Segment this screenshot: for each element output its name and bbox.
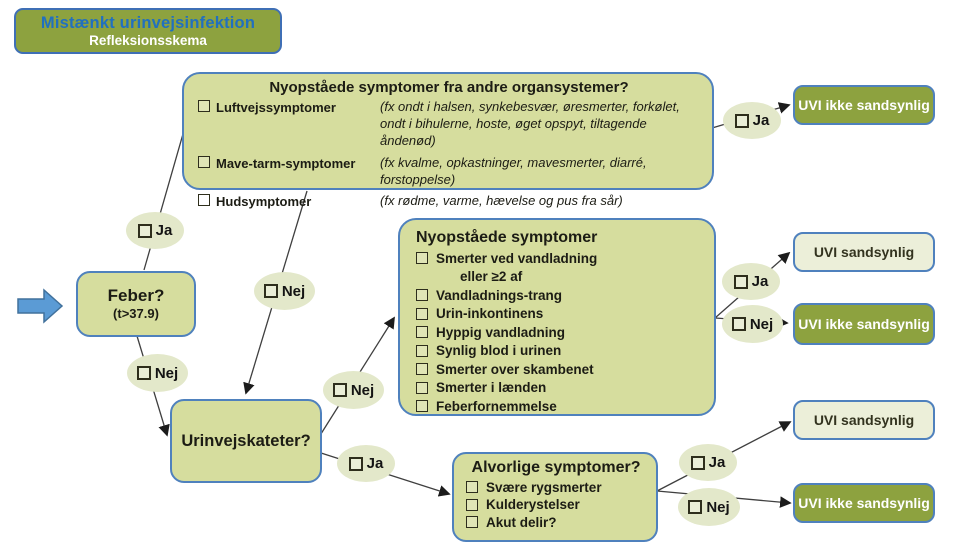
item-label: Vandladnings-trang [436, 287, 563, 303]
checkbox-organ-ja[interactable] [735, 114, 749, 128]
checkbox-synlig-blod-i-urinen[interactable] [416, 345, 428, 357]
list-item [466, 515, 646, 530]
list-item [416, 380, 700, 395]
decision-label: Ja [752, 112, 770, 129]
outcome-uvi-sandsynlig-2 [793, 400, 935, 440]
decision-urinsympt-ja [722, 263, 780, 300]
item-label: Synlig blod i urinen [436, 343, 562, 358]
item-label: Kulderystelser [486, 497, 580, 512]
list-item [416, 251, 700, 266]
checkbox-mave-tarm-symptomer[interactable] [198, 156, 210, 168]
item-label: Hudsymptomer [216, 194, 312, 210]
decision-label: Ja [366, 455, 384, 472]
node-title: Feber? [107, 286, 165, 305]
checkbox-smerter-i-laenden[interactable] [416, 382, 428, 394]
checkbox-urinsympt-nej[interactable] [732, 317, 746, 331]
item-description: (fx rødme, varme, hævelse og pus fra sår) [380, 193, 623, 209]
list-item [416, 288, 700, 303]
node-urinvejskateter [170, 399, 322, 483]
decision-label: Nej [749, 315, 774, 333]
outcome-uvi-ikke-sandsynlig-1 [793, 85, 935, 125]
decision-label: Ja [155, 222, 173, 239]
title-box [14, 8, 282, 54]
checkbox-kateter-ja[interactable] [349, 457, 363, 471]
checkbox-feber-nej[interactable] [137, 366, 151, 380]
checkbox-smerter-ved-vandladning[interactable] [416, 252, 428, 264]
decision-kateter-ja [337, 445, 395, 482]
decision-label: Nej [706, 498, 730, 516]
checkbox-organ-nej[interactable] [264, 284, 278, 298]
decision-organ-nej [254, 272, 315, 310]
outcome-uvi-sandsynlig-1 [793, 232, 935, 272]
item-label: Hyppig vandladning [436, 324, 566, 340]
list-item [416, 343, 700, 358]
node-feber [76, 271, 196, 337]
checkbox-kateter-nej[interactable] [333, 383, 347, 397]
node-alvorlige-symptomer [452, 452, 658, 542]
decision-kateter-nej [323, 371, 384, 409]
checkbox-alvorlige-ja[interactable] [691, 456, 705, 470]
checkbox-urin-inkontinens[interactable] [416, 308, 428, 320]
node-title: Urinvejskateter? [181, 431, 311, 450]
decision-label: Ja [708, 454, 726, 471]
outcome-uvi-ikke-sandsynlig-2 [793, 303, 935, 345]
decision-alvorlige-ja [679, 444, 737, 481]
decision-organ-ja [723, 102, 781, 139]
node-title: Alvorlige symptomer? [471, 459, 641, 476]
decision-label: Nej [154, 364, 179, 382]
checkbox-vandladnings-trang[interactable] [416, 289, 428, 301]
checkbox-feber-ja[interactable] [138, 224, 152, 238]
decision-urinsympt-nej [722, 305, 783, 343]
entry-arrow-icon [18, 290, 62, 322]
list-item [416, 306, 700, 321]
item-label: Mave-tarm-symptomer [216, 155, 356, 171]
node-organ-symptomer [182, 72, 714, 210]
decision-feber-nej [127, 354, 188, 392]
checkbox-akut-delir[interactable] [466, 516, 478, 528]
checkbox-urinsympt-ja[interactable] [734, 275, 748, 289]
node-title: Nyopståede symptomer fra andre organsystemer? [269, 79, 629, 96]
decision-label: Nej [350, 381, 375, 399]
item-label: Smerter i lænden [436, 380, 547, 395]
item-description: (fx ondt i halsen, synkebesvær, øresmerter, forkølet, ondt i bihulerne, hoste, øget opspyt, tiltagende åndenød) [380, 99, 680, 148]
item-label: Luftvejssymptomer [216, 100, 336, 115]
list-item [198, 193, 374, 210]
item-description: (fx kvalme, opkastninger, mavesmerter, diarré, forstoppelse) [380, 154, 647, 187]
outcome-label: UVI sandsynlig [813, 244, 915, 260]
checkbox-hyppig-vandladning[interactable] [416, 326, 428, 338]
divider-label: eller ≥2 af [460, 269, 523, 284]
list-item [416, 362, 700, 377]
checkbox-luftvejssymptomer[interactable] [198, 100, 210, 112]
node-urin-symptomer [398, 218, 716, 416]
checkbox-alvorlige-nej[interactable] [688, 500, 702, 514]
page-title: Mistænkt urinvejsinfektion [40, 13, 256, 32]
decision-alvorlige-nej [678, 488, 740, 526]
item-label: Akut delir? [486, 514, 557, 530]
outcome-label: UVI ikke sandsynlig [798, 495, 930, 511]
decision-feber-ja [126, 212, 184, 249]
checkbox-kulderystelser[interactable] [466, 499, 478, 511]
list-item [198, 155, 374, 189]
outcome-label: UVI ikke sandsynlig [798, 316, 930, 332]
item-label: Smerter over skambenet [436, 361, 594, 377]
item-label: Urin-inkontinens [436, 306, 544, 321]
checkbox-hudsymptomer[interactable] [198, 194, 210, 206]
checkbox-svaere-rygsmerter[interactable] [466, 481, 478, 493]
list-item [416, 325, 700, 340]
decision-label: Ja [751, 273, 769, 290]
item-label: Svære rygsmerter [486, 479, 602, 495]
checkbox-feberfornemmelse[interactable] [416, 400, 428, 412]
outcome-label: UVI sandsynlig [813, 412, 915, 428]
item-label: Feberfornemmelse [436, 398, 557, 414]
outcome-uvi-ikke-sandsynlig-3 [793, 483, 935, 523]
checkbox-smerter-over-skambenet[interactable] [416, 363, 428, 375]
page-subtitle: Refleksionsskema [89, 32, 207, 48]
outcome-label: UVI ikke sandsynlig [798, 97, 930, 113]
list-item [466, 480, 646, 495]
decision-label: Nej [281, 282, 306, 300]
list-item [198, 99, 374, 150]
list-item [416, 399, 700, 414]
node-title: Nyopståede symptomer [416, 229, 598, 246]
node-subtitle: (t>37.9) [113, 306, 159, 322]
item-label: Smerter ved vandladning [436, 250, 598, 266]
list-item [466, 497, 646, 512]
